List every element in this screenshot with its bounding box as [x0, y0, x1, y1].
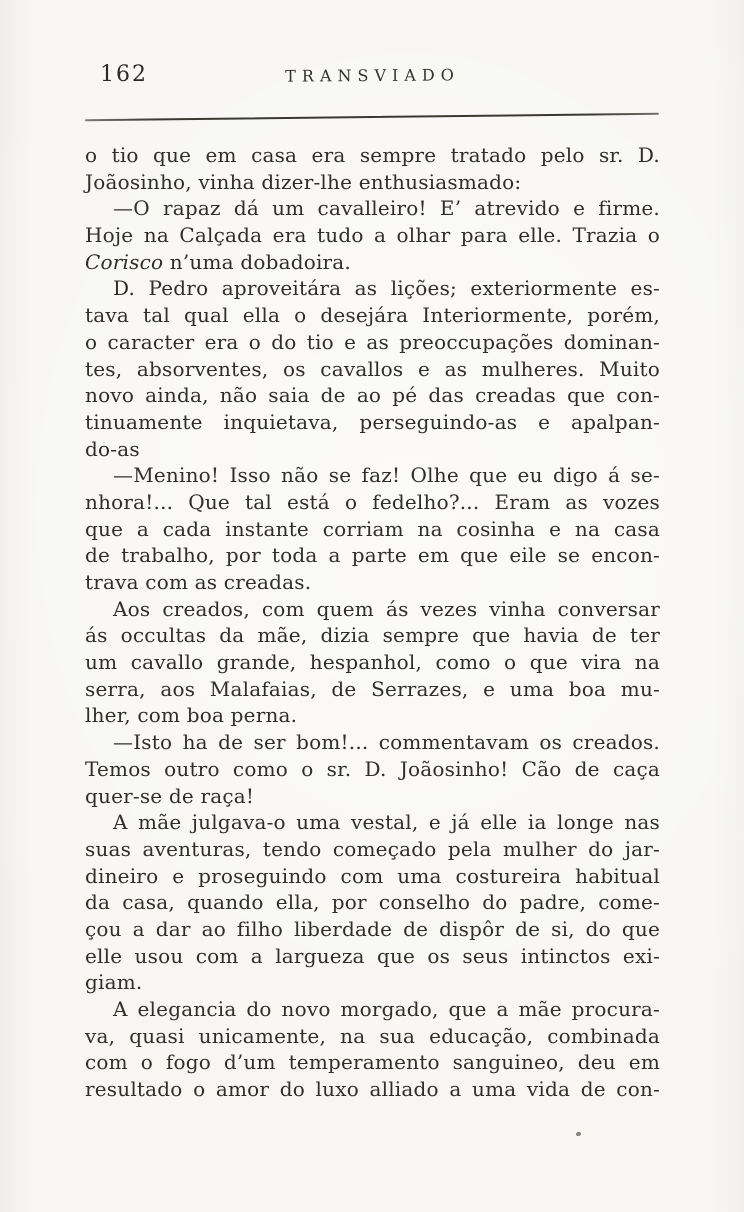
text-line: Hoje na Calçada era tudo a olhar para elle. Trazia o — [85, 223, 660, 248]
text-line: lher, com boa perna. — [85, 703, 298, 728]
text-line: A mãe julgava-o uma vestal, e já elle ia longe nas — [113, 810, 660, 835]
text-line: elle usou com a largueza que os seus intinctos exi- — [85, 943, 660, 968]
text-line: Temos outro como o sr. D. Joãosinho! Cão de caça — [85, 756, 660, 781]
text-line: o caracter era o do tio e as preoccupações dominan- — [85, 329, 660, 354]
text-line: tava tal qual ella o desejára Interiormente, porém, — [85, 303, 660, 328]
text-line: Joãosinho, vinha dizer-lhe enthusiasmado: — [85, 169, 522, 194]
text-line: nhora!... Que tal está o fedelho?... Eram as vozes — [85, 489, 660, 514]
text-line: va, quasi unicamente, na sua educação, combinada — [85, 1023, 660, 1048]
text-line: serra, aos Malafaias, de Serrazes, e uma boa mu- — [85, 676, 660, 701]
text-line: —Isto ha de ser bom!... commentavam os creados. — [113, 730, 660, 755]
header-rule — [85, 113, 659, 122]
text-line: que a cada instante corriam na cosinha e na casa — [85, 516, 660, 541]
text-line: do-as — [85, 436, 140, 461]
page-number: 162 — [100, 62, 148, 87]
text-line: tinuamente inquietava, perseguindo-as e apalpan- — [85, 409, 660, 434]
text-line: giam. — [85, 970, 143, 995]
text-line: D. Pedro aproveitára as lições; exteriormente es- — [113, 276, 660, 301]
text-line: de trabalho, por toda a parte em que eile se encon- — [85, 543, 660, 568]
text-line: trava com as creadas. — [85, 570, 312, 594]
text-line: novo ainda, não saia de ao pé das creadas que con- — [85, 383, 660, 408]
ink-speck — [576, 1132, 581, 1136]
text-line: resultado o amor do luxo alliado a uma vida de con- — [85, 1077, 660, 1102]
text-line: —O rapaz dá um cavalleiro! E’ atrevido e firme. — [113, 196, 660, 221]
text-line: ás occultas da mãe, dizia sempre que havia de ter — [85, 623, 660, 648]
text-line: Corisco n’uma dobadoira. — [85, 249, 351, 274]
text-line: çou a dar ao filho liberdade de dispôr de si, do que — [85, 916, 660, 941]
text-line: com o fogo d’um temperamento sanguineo, deu em — [85, 1050, 660, 1075]
italic-word: Corisco — [85, 249, 164, 274]
text-line: tes, absorventes, os cavallos e as mulheres. Muito — [85, 356, 660, 381]
text-line: o tio que em casa era sempre tratado pelo sr. D. — [85, 143, 660, 167]
text-line: da casa, quando ella, por conselho do padre, come- — [85, 890, 660, 915]
text-line: suas aventuras, tendo começado pela mulher do jar- — [85, 836, 660, 861]
text-line: quer-se de raça! — [85, 783, 255, 808]
text-line: dineiro e proseguindo com uma costureira habitual — [85, 863, 660, 888]
text-block — [85, 142, 660, 1103]
text-line: A elegancia do novo morgado, que a mãe procura- — [113, 997, 660, 1021]
text-line: Aos creados, com quem ás vezes vinha conversar — [113, 596, 660, 621]
text-line: —Menino! Isso não se faz! Olhe que eu digo á se- — [113, 463, 660, 488]
running-title: TRANSVIADO — [285, 65, 460, 86]
text-line: um cavallo grande, hespanhol, como o que vira na — [85, 650, 660, 675]
